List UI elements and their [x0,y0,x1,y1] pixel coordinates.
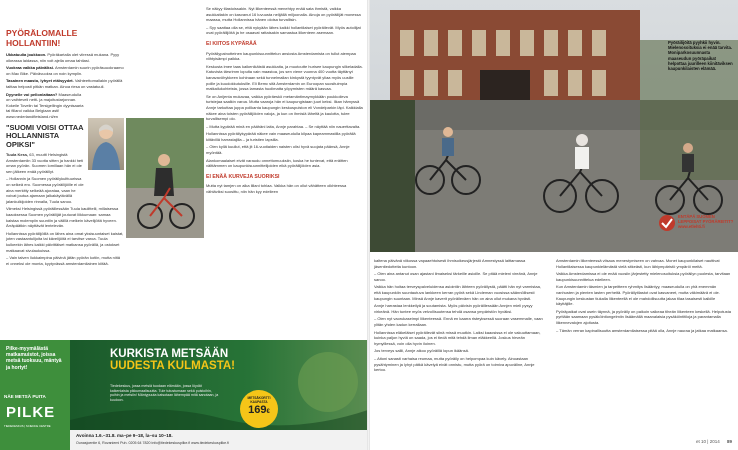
bullet-4-text: Maaseudulla on vaihteveli netti- ja majoitustarjonnan. Kokeile Tovelin tai Tersigellingin dyynisaaria tai fillaroi valkka Belgiaan asti! www.nederlandfietsland.nl/en [6,91,84,119]
advert-address: Ounasjoentie 6, Rovaniemi Puh. 0205 64 7820 info@tiedekeskuspilke.fi www.tiedekeskuspilke.fi [76,441,229,445]
advert-title-line-2: UUDESTA KULMASTA! [110,360,235,372]
r-col1-p1: kaltena päivänä viikossa vapaaehtoisesti ihmisoikeusjärjestö Amnestyssä laittamassa jäsentiedotteita kuntoon. [374,258,526,269]
quote-lead: Tuula Kess, [6,152,29,158]
advert-main-panel [70,340,368,430]
mid-intro-p1: Se näkyy tilastoissakin. Nyt liikenteessä menehtyy enää sata ihmistä, vaikka asukkaitakin on kasvanut 16 luvuusta nelijällä miljoonalla. Ainoja on pyöräilijät monessa maassa, mutta Hollannissa hänen oloisa turvallisin. [206,6,361,23]
sidebar-title: PYÖRÄLOMALLE HOLLANTIIN! [6,28,78,48]
photo-caption: Pyöräilijöitä pyyhkii hyvin. Mielenosoituksia ei enää tarvita. Moniparkosuunnasta maaseudun pyöräpaikat helpottaa juurilleen kiinitäviksen kaupunkilaisten elämää. [668,40,733,72]
advert-left-cta: NÄE METSÄ PUITA [4,394,46,399]
r-col1-p6: Hollannissa eläkeläiset pyöräilevät siinä missä muutkin. Laiksi kaaosissa ei ole vakuuttamaan, kuinka paljon hyviä on saada, jos ei tiedä mitä tehdä ilman eläkkeellä. Joskus hirveän hymyillessä, voin olla hyvin iloinen. [374,329,541,346]
advert-left-panel [0,340,70,450]
section1-p3: Se on Anijenta mukavaa, vaikka pyöräeskö metamäntimaymykkään poukkoileva turistejaa saalkin varoa. Mutta vaaroja hän ei kaupungistaan juuri keksi. Ilkan hämyssä Annje tarkuttaa juppa pollkanta kaupungin keskuspuiston eli Vondelparkin läpi. Kaikkialla näkee aina toisten pyöräilijöiden valoja, ja kun on ihmisiä läheltä ja kaulotta, tulee turvallisempi olo. [206,93,363,122]
quote-p4: Hollannissa pyöräilijöillä on lähes aina omat yksisuuntaiset kaistat, joten vastaantulijoita tai kävelijöitä ei tarvitse varoa. Tuula kulkeekin lähes kaikki päivittäiset matkansa pyörällä, ja ostokset matkaavat sivulaukuissa. [6,230,124,253]
bullet-2 [6,65,124,76]
price-value: 169 [248,404,267,416]
bullet-3 [6,78,124,89]
r-col2-p2: Vaikka Amsterdamissa ei ole enää vuosiin järjestetty mielenosoituksia pyöräilyn puolesta, tarvitaan kaupunkisuunnittelua edelleen. [556,271,731,282]
section1-p7: Alankomaalaiset eivät varaudu onnettomuuksiin, koska he tuntevat, että eräitten välttämmen on kaupunkisuunnittelijoiden eikä pyöräilijöiden asia. [206,157,348,169]
bullet-2-text: Amsterdamin suurin pyöräsuuokraamo on Mac Bike. Päivävuokra on noin kymplin. [6,65,124,76]
r-col1-p2: – Olen aina antanut osan ajastani ilmaiseksi tärkeille asioille. Se pitää mieleni vireänä, Annje sanoo. [374,271,538,282]
r-col2-p3: Kun Amsterdamin täsmien ja tarpeitteen ryhmitys lisääntyy, maaseudulla on yhä enemmän vanhusten ja pienten lasten perheitä. Pyöräilytilastot ovat kasvaneet, mutta väkimäärä ei ole. Kaupungin keskustan tiukalla liikenteellä ei ole mahdollisuutta jakaa tilaa tasaisesti kaikille käyttäjille. [556,284,720,307]
section1-heading: EI KIITOS KYPÄRÄÄ [206,40,257,47]
stamp-text: ENTÄPÄ SUOMEN LEPPOISAT PYÖRÄREITIT? www.etlehti.fi [678,214,734,229]
price-badge-value [240,404,278,418]
left-main-column [206,6,364,197]
quote-p1 [6,152,86,174]
section1-p6: – Olen kyllä kuullut, että jit 16-vuotiaiden naisten olisi hyvä suojata päänsä, Annje myöntää. [206,144,350,156]
bullet-3-text: Vaihteettomallakin pyörällä taittaa helposti pitkän matkan. Ainoa riesa on vastatuuli. [6,78,123,89]
mid-intro-p2: – Syy saattaa olla se, että nykyään lähes kaikki hollantilaiset pyöräilevät. Myös autoilijat ovat pyöräilijöitä ja he osaavat rattaisakin samastua liikenteen asemaan. [206,24,361,36]
page-footer [696,439,732,444]
advert-title [110,348,235,372]
bullet-1-text: Pyöräkartalla olet viiressä mukana. Pyyy oikeassa laidassa, niin voit ajella omaa tahtiasi. [6,52,120,63]
bullet-1 [6,52,124,63]
right-column-2 [556,258,732,335]
r-col2-p1: Amsterdamin liikenteessä viisaus menestymiseen on vahvaa. Monet kaupunkilaiset nauttivat Hollantilaisessa kaupunkielämästä vielä sitkeästi, kun lähiympäristö ympäröi meitä. [556,258,720,269]
r-col1-p7: Jos terveys sallii, Annje aikoo pyöräillä lopun ikäänsä. [374,348,469,354]
section1-p1: Pyöräilypainotteinen kaupunkisuunnittelun ansiosta Amsterdamista on tullut aiempaa viihtyisämpi paikka. [206,50,356,62]
bullet-1-lead: Ukkatuulia joukkoon. [6,52,47,57]
r-col2-p4: Pyöräpaikat ovat usein täynnä, ja pyöräily on paikoin vaikeaa tiheän liikenteen keskellä. Helpotusta pyritään saamaan pysäköintiongelmiin lisäämällä maanalaisia pysäköintitiloja ja parantamalla liikennevalojen ajoitusta. [556,308,731,325]
page-number-right: 89 [726,439,732,444]
quote-p5: – Vain talven liukkaimpina päivinä jätän pyörän kotiin, mutta niitä ei onneksi ole monta, kyytyvässä amsterdamilainen kiitää. [6,255,120,266]
bullet-4 [6,92,84,120]
r-col1-p3: Vaikka hän hoitaa terveyspalveluidensa asiointiin lähteen pyöräilystä, päätti hän nyt varmistaa, että kaupunkiin suuntautuva lankkeen kerran pyörä sekä Lindeman vuosissa säännöllisesti kaupungin suuntaan. Minsä Annje kaverit pyöräileväen hän on aina ollut mukana hyvästi. [374,284,541,301]
bullet-4-lead: Dyynelle voi pellonlaitaan? [6,91,58,97]
pilke-logo-subtitle: TIEDEKESKUS | SCIENCE CENTRE [4,424,51,428]
quote-p3: Viimeksi Helsingissä pyöräillessään Tuula kaulittelli, millaisessa kaaoksessa Suomen pyöräilijät joutuvat liikkumaan: samaa kaistaa molempiin suuntiin ja välillä melkein kävelijöitä hyveen. Ärräpäätkin näyttävät lentelevän. [6,206,119,229]
price-badge [240,390,278,428]
pilke-advert[interactable] [0,340,368,450]
quote-title: "SUOMI VOISI OTTAA HOLLANNISTA OPIKSI" [6,122,84,149]
bullet-2-lead: Vuokraa valkka päivälksi. [6,65,55,71]
advert-hours: Avoinna 1.6.–31.8. ma–pe 9–18, la–su 10–18. [76,433,173,438]
advert-title-line-1: KURKISTA METSÄÄN [110,348,229,360]
section1-p4: – Mutta kypärää minä en päähäni laita, Annje parahtaa. – Se näyttää niin nauerttavalta. [206,123,361,129]
r-col1-p8: – Aitoni sanasti varhaisa reumaa, mutta pyöräily on helpompaa kuin kävely. Ainoastaan pysähtyminen ja lyhyt pätkä kävelyä eivät onnistu, mutta pyörä on toimiva apuväline, Annje kertoo. [374,355,535,373]
advert-body: Tiedekeskus, jossa metsiä tuodaan elämään, jossa löydät kaikenlaista pikkumaalisuutta. Tule tutustumaan sekä puistoihin, puihin ja metsiin! Mäntypuuta katsotaan lähempää mitä sanotaan, ja kuuloon. [110,384,219,402]
pilke-logo: PILKE [6,404,56,421]
quote-p2: – Hollannin ja Suomen pyöräilykulttuurissa on selkeä ero. Suomessa pyöräilijöille ei ole aina merkitty selkeää ajorataa, vaan he voivat joutua ajamaan jalkakäytävällä jalankulkijoiden rinnalla, Tuula sanoo. [6,176,84,204]
r-col1-p4: Annje harrastaa lenkkeilyä ja soutamista. Myös päivisin pyöräillessään Annjen mieli pysyy virkeänä. Hän tuntee myös velvollisuutensa tehdä osansa ympäristön hyväksi. [374,303,533,314]
issue-label: et 10 | 2014 [696,439,720,444]
portrait-photo [88,118,124,170]
left-page [0,0,368,450]
right-column-1 [374,258,546,375]
quote-p1-text: 63, muutti Helsingistä Amsterdamiin 33 vuotta sitten ja hankki heti oman pyörän. Suomen lomillaan hän ei ole sen jälkeen enää pyöräillyt. [6,152,84,174]
section1-p2: Keskusta imee taas kaikenikäistä asukkaita, ja muotoutte hurisee kaupungin silkeladalla. Katuvista tärsrimm lopulta vain maastoa, jos sen viene vuonna 400 vuotta täyttänyt kanavavöhykkeen kohinaan sekä tunnelmallan kinkystä tyyntyvät yliaa myös uusille pollle ja kuudokkutuksille. Eli Bemc sitä Amsterdamin on Euroopan suosituimpia matkailukohteista, jossa lamasta huolimatta yöpymisten määrä kasvaa. [206,63,363,92]
section1-p5: Hollannissa pyöräilykypärää näkee vain maaseudulla kilpaa kapeammastilla pyöräilä kiitävillä harrastajilla – ja turistien lapsilla. [206,131,356,142]
website-stamp[interactable] [658,210,736,238]
r-col2-p5: – Tämän verran kapinallisuutta amsterdamilaisessa pitää olla, Annje nauraa ja jatkaa matkaansa. [556,327,728,333]
price-unit: € [266,409,270,415]
section2-heading: EI ENÄÄ KURVEJA SUORIKSI [206,173,280,180]
portrait-figure [88,118,124,170]
r-col1-p5: – Olen nyt vaorukaseimpi liikenteessä. Ennä en kaarra risteyksessä suoraan vasemmalle, vaan ylitän yhden kadun kerrallaan. [374,316,543,327]
advert-info-bar [70,430,368,450]
cyclist-figure [126,118,204,238]
bullet-3-lead: Tasainen maasto, lyhyet etäisyydet. [6,78,74,84]
right-page [370,0,738,450]
advert-left-text: Pilke-myymälästä matkamuistot, joissa metsä tuoksuu, mäntyä ja hortyt! [6,346,62,371]
section2-p1: Mutta nyt tamjen on alka lillani tohlaa. Valkka hän on ollut vähätteen olkhteessa vähtäviksi suosittu, niin hän kyy edelleen [206,183,347,195]
price-badge-label: METSÄKORTTI KAUPASTA [247,396,271,404]
cyclist-photo [126,118,204,238]
stamp-logo-icon [658,214,676,232]
